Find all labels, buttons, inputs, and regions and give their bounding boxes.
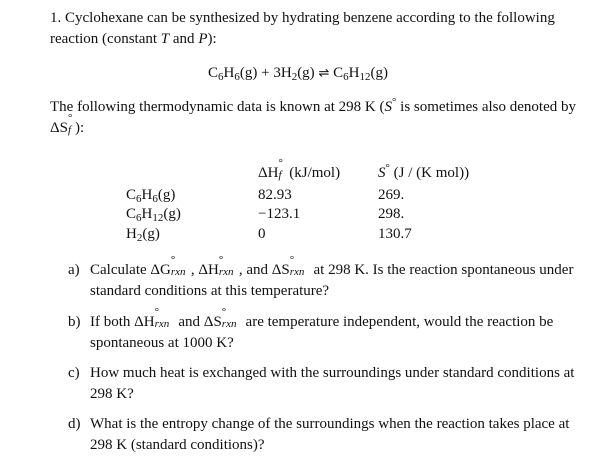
table-header-entropy: S° (J / (K mol))	[378, 162, 470, 181]
table-cell-entropy: 298.	[378, 206, 405, 222]
question-c	[68, 363, 578, 405]
problem-statement: 1. Cyclohexane can be synthesized by hydrating benzene according to the following reaction (constant T and P):	[50, 10, 555, 47]
question-label: c)	[68, 365, 80, 381]
table-cell-enthalpy: 0	[258, 226, 266, 242]
question-a: a) Calculate ΔG ° rxn , ΔH ° rxn , and ΔS ° rxn at 298 K. Is the reaction spontaneous under standard conditions at this temperature?	[68, 254, 574, 299]
data-intro-paragraph: The following thermodynamic data is known at 298 K (S° is sometimes also denoted by ΔS ° f ):	[50, 96, 576, 136]
question-label: d)	[68, 416, 81, 432]
reaction-equation: $C_6H_6(g) + 3H_2(g)$ ⇌ $C_6H_{12}(g)$	[208, 65, 388, 83]
table-cell-enthalpy: −123.1	[258, 206, 301, 222]
question-label: a)	[68, 262, 80, 278]
table-row: $C_6H_6(g)$	[126, 187, 176, 205]
question-b: b) If both ΔH ° rxn and ΔS ° rxn are temperature independent, would the reaction be spontaneous at 1000 K?	[68, 306, 554, 351]
question-d	[68, 414, 578, 456]
table-cell-entropy: 130.7	[378, 226, 412, 242]
problem-number: 1.	[50, 10, 62, 26]
table-cell-enthalpy: 82.93	[258, 187, 292, 203]
equilibrium-arrow-icon: ⇌	[318, 66, 330, 81]
table-row: $C_6H_{12}(g)$	[126, 206, 181, 224]
table-cell-entropy: 269.	[378, 187, 405, 203]
table-header-enthalpy: ΔH ° f (kJ/mol)	[258, 157, 341, 181]
question-text: What is the entropy change of the surroundings when the reaction takes place at 298 K (standard conditions)?	[90, 416, 570, 453]
table-row: $H_2(g)$	[126, 226, 160, 244]
question-label: b)	[68, 314, 81, 330]
variable-P: P	[198, 31, 208, 47]
problem-intro: Cyclohexane can be synthesized by hydrating benzene according to the following reaction (constant	[50, 10, 555, 47]
question-text: How much heat is exchanged with the surroundings under standard conditions at 298 K?	[90, 365, 575, 402]
variable-T: T	[160, 31, 170, 47]
